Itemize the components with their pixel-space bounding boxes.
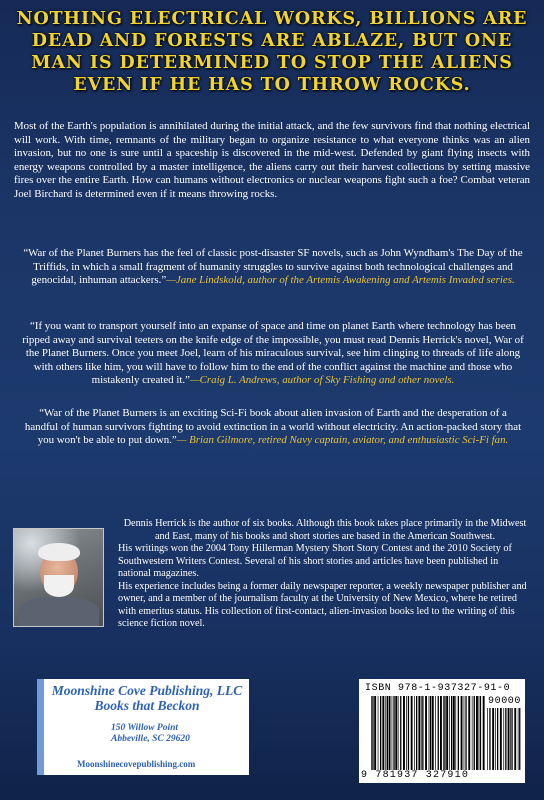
barcode-bar	[519, 708, 520, 770]
barcode-bar	[518, 708, 519, 770]
barcode-bar	[392, 696, 393, 770]
barcode-bar	[508, 708, 510, 770]
barcode-bar	[511, 708, 512, 770]
author-photo	[13, 528, 104, 627]
barcode-bar	[422, 696, 423, 770]
barcode-bar	[514, 708, 516, 770]
barcode-bar	[408, 696, 409, 770]
bio-paragraph: His experience includes being a former daily newspaper reporter, a weekly newspaper publisher and owner, and a member of the journalism faculty at the University of New Mexico, where he retired with emeritus status. His collection of first-contact, alien-invasion books led to the writing of this science fiction novel.	[118, 580, 527, 629]
barcode-bar	[492, 708, 494, 770]
barcode-bar	[429, 696, 430, 770]
barcode-bar	[425, 696, 427, 770]
barcode-bar	[421, 696, 422, 770]
barcode-bar	[372, 696, 373, 770]
bio-paragraph: His writings won the 2004 Tony Hillerman Mystery Short Story Contest and the 2010 Society of Southwestern Writers Contest. Several of his short stories and articles have been published in national magazines.	[118, 543, 512, 579]
barcode-bar	[476, 696, 478, 770]
barcode-bar	[416, 696, 417, 770]
review-quote	[22, 407, 524, 448]
barcode-bar	[378, 696, 379, 770]
barcode-bar	[489, 708, 490, 770]
barcode-bar	[446, 696, 448, 770]
barcode-bar	[380, 696, 381, 770]
barcode-bar	[387, 696, 388, 770]
review-quote	[22, 247, 524, 288]
barcode-bar	[444, 696, 445, 770]
barcode-bars	[371, 696, 485, 770]
barcode-bar	[438, 696, 439, 770]
headline: NOTHING ELECTRICAL WORKS, BILLIONS ARE DEAD AND FORESTS ARE ABLAZE, BUT ONE MAN IS DETERMINED TO STOP THE ALIENS EVEN IF HE HAS TO THROW ROCKS.	[16, 9, 528, 95]
barcode-bar	[443, 696, 444, 770]
barcode-bar	[432, 696, 434, 770]
barcode-bar	[449, 696, 450, 770]
barcode-bar	[458, 696, 459, 770]
price-barcode-bars	[487, 708, 521, 770]
publisher-website: Moonshinecovepublishing.com	[77, 759, 196, 769]
barcode-bar	[465, 696, 466, 770]
barcode-bar	[400, 696, 401, 770]
barcode-bar	[510, 708, 511, 770]
review-quote	[22, 320, 524, 388]
review-text: “War of the Planet Burners is an exciting Sci-Fi book about alien invasion of Earth and the desperation of a handful of human survivors fighting to avoid extinction in a world without electricity. An action-packed story that you won't be able to put down.”	[24, 407, 522, 446]
barcode-bar	[451, 696, 452, 770]
publisher-box	[37, 679, 249, 775]
barcode-bar	[435, 696, 436, 770]
barcode-bar	[500, 708, 502, 770]
barcode-bar	[411, 696, 413, 770]
barcode-bar	[455, 696, 456, 770]
barcode-bar	[389, 696, 391, 770]
barcode-bar	[468, 696, 470, 770]
barcode-bar	[398, 696, 399, 770]
barcode-bar	[483, 696, 485, 770]
publisher-name: Moonshine Cove Publishing, LLC	[51, 683, 243, 698]
author-bio	[118, 518, 532, 631]
barcode-bar	[474, 696, 475, 770]
barcode-bar	[440, 696, 442, 770]
barcode-bar	[418, 696, 420, 770]
isbn-barcode	[359, 679, 525, 783]
bio-paragraph: Dennis Herrick is the author of six books. Although this book takes place primarily in the Midwest and East, many of his books and short stories are based in the American Southwest.	[123, 518, 527, 542]
barcode-bar	[479, 696, 480, 770]
barcode-bar	[495, 708, 496, 770]
review-attribution: —Craig L. Andrews, author of Sky Fishing and other novels.	[189, 374, 455, 386]
barcode-bar	[393, 696, 394, 770]
review-text: “If you want to transport yourself into an expanse of space and time on planet Earth where technology has been ripped away and survival teeters on the knife edge of the impossible, you must read Dennis Herrick's novel, War of the Planet Burners. Once you meet Joel, learn of his miraculous survival, see him clinging to threads of life along with others like him, you will have to follow him to the end of the conflict against the machine and those who mistakenly created it.”	[22, 320, 524, 386]
barcode-bar	[505, 708, 506, 770]
barcode-bar	[414, 696, 415, 770]
publisher-slogan: Books that Beckon	[94, 698, 200, 713]
barcode-bar	[472, 696, 473, 770]
barcode-bar	[487, 708, 488, 770]
publisher-stripe	[37, 679, 44, 775]
barcode-bar	[385, 696, 386, 770]
barcode-bar	[430, 696, 431, 770]
price-code: 90000	[488, 696, 522, 707]
barcode-bar	[406, 696, 407, 770]
barcode-bar	[480, 696, 481, 770]
review-text: “War of the Planet Burners has the feel of classic post-disaster SF novels, such as John Wyndham's The Day of the Triffids, in which a small fragment of humanity struggles to survive against both technological challenges and genocidal, inhuman attackers.”	[23, 247, 523, 286]
barcode-bar	[464, 696, 465, 770]
barcode-bar	[395, 696, 397, 770]
barcode-bar	[453, 696, 455, 770]
synopsis: Most of the Earth's population is annihilated during the initial attack, and the few survivors find that nothing electrical will work. With time, remnants of the military began to organize resistance to what everyone thinks was an alien invasion, but no one is sure until a spaceship is discovered in the mid-west. Defended by giant flying insects with energy weapons controlled by a master intelligence, the aliens carry out their harvest collections by setting massive fires over the entire Earth. How can humans without electronics or nuclear weapons fight such a foe? Combat veteran Joel Birchard is determined even if it means throwing rocks.	[14, 120, 530, 200]
barcode-bar	[371, 696, 372, 770]
publisher-city: Abbeville, SC 29620	[111, 734, 190, 744]
ean-number: 9 781937 327910	[361, 770, 470, 781]
publisher-address: 150 Willow Point	[111, 723, 179, 733]
barcode-bar	[497, 708, 498, 770]
barcode-bar	[403, 696, 405, 770]
barcode-bar	[461, 696, 463, 770]
barcode-bar	[374, 696, 376, 770]
review-attribution: —Jane Lindskold, author of the Artemis Awakening and Artemis Invaded series.	[166, 274, 515, 286]
barcode-bar	[382, 696, 384, 770]
barcode-bar	[503, 708, 504, 770]
review-attribution: — Brian Gilmore, retired Navy captain, aviator, and enthusiastic Sci-Fi fan.	[176, 434, 509, 446]
isbn-number: ISBN 978-1-937327-91-0	[365, 683, 511, 694]
